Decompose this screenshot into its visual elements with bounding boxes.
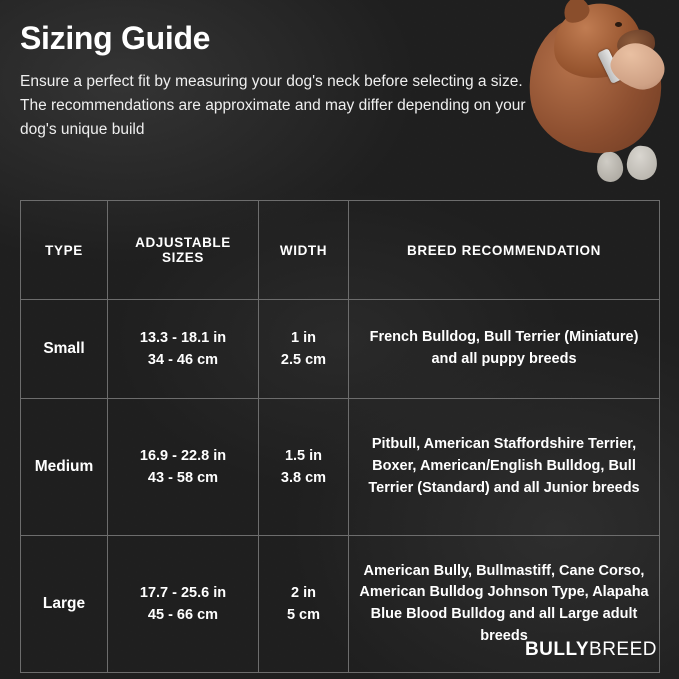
cell-breed-medium: Pitbull, American Staffordshire Terrier, Boxer, American/English Bulldog, Bull Terrier (Standard) and all Junior breeds bbox=[349, 399, 660, 536]
column-header-breed-recommendation: BREED RECOMMENDATION bbox=[349, 201, 660, 300]
brand-name-part2: BREED bbox=[589, 639, 657, 660]
cell-breed-small: French Bulldog, Bull Terrier (Miniature) and all puppy breeds bbox=[349, 300, 660, 399]
sizing-table bbox=[20, 200, 660, 673]
header bbox=[20, 22, 560, 142]
cell-width-large-inches: 2 in bbox=[291, 584, 316, 601]
dog-paw-shape-front bbox=[625, 145, 658, 182]
column-header-adjustable-sizes-line1: ADJUSTABLE bbox=[135, 235, 231, 250]
column-header-width: WIDTH bbox=[259, 201, 349, 300]
table-row bbox=[21, 300, 660, 399]
brand-logo bbox=[525, 639, 657, 661]
cell-type-large: Large bbox=[21, 536, 108, 673]
table-row bbox=[21, 399, 660, 536]
cell-sizes-small bbox=[108, 300, 259, 399]
column-header-adjustable-sizes-line2: SIZES bbox=[161, 250, 204, 265]
cell-type-medium: Medium bbox=[21, 399, 108, 536]
page-title: Sizing Guide bbox=[20, 20, 211, 56]
cell-sizes-medium-cm: 43 - 58 cm bbox=[147, 470, 219, 486]
cell-sizes-large-inches: 17.7 - 25.6 in bbox=[139, 584, 227, 601]
cell-sizes-medium bbox=[108, 399, 259, 536]
brand-name-part1: BULLY bbox=[524, 639, 590, 660]
cell-width-large bbox=[259, 536, 349, 673]
cell-width-medium-cm: 3.8 cm bbox=[280, 470, 327, 486]
cell-sizes-large bbox=[108, 536, 259, 673]
cell-sizes-medium-inches: 16.9 - 22.8 in bbox=[139, 447, 227, 464]
column-header-type: TYPE bbox=[21, 201, 108, 300]
column-header-adjustable-sizes bbox=[108, 201, 259, 300]
page-subtitle: Ensure a perfect fit by measuring your dog's neck before selecting a size. The recommendations are approximate and may differ depending on your dog's unique build bbox=[20, 72, 526, 138]
cell-width-large-cm: 5 cm bbox=[286, 607, 321, 623]
dog-eye-shape bbox=[615, 22, 622, 27]
cell-width-medium bbox=[259, 399, 349, 536]
cell-width-small-inches: 1 in bbox=[291, 329, 316, 346]
cell-sizes-small-cm: 34 - 46 cm bbox=[147, 352, 219, 368]
cell-sizes-small-inches: 13.3 - 18.1 in bbox=[139, 329, 227, 346]
cell-type-small: Small bbox=[21, 300, 108, 399]
cell-width-small-cm: 2.5 cm bbox=[280, 352, 327, 368]
cell-breed-large: American Bully, Bullmastiff, Cane Corso, American Bulldog Johnson Type, Alapaha Blue Blood Bulldog and all Large adult breeds bbox=[349, 536, 660, 673]
cell-width-small bbox=[259, 300, 349, 399]
cell-width-medium-inches: 1.5 in bbox=[284, 447, 323, 464]
sizing-table-wrapper bbox=[20, 200, 659, 673]
dog-paw-shape-back bbox=[596, 151, 625, 184]
table-header-row bbox=[21, 201, 660, 300]
cell-sizes-large-cm: 45 - 66 cm bbox=[147, 607, 219, 623]
